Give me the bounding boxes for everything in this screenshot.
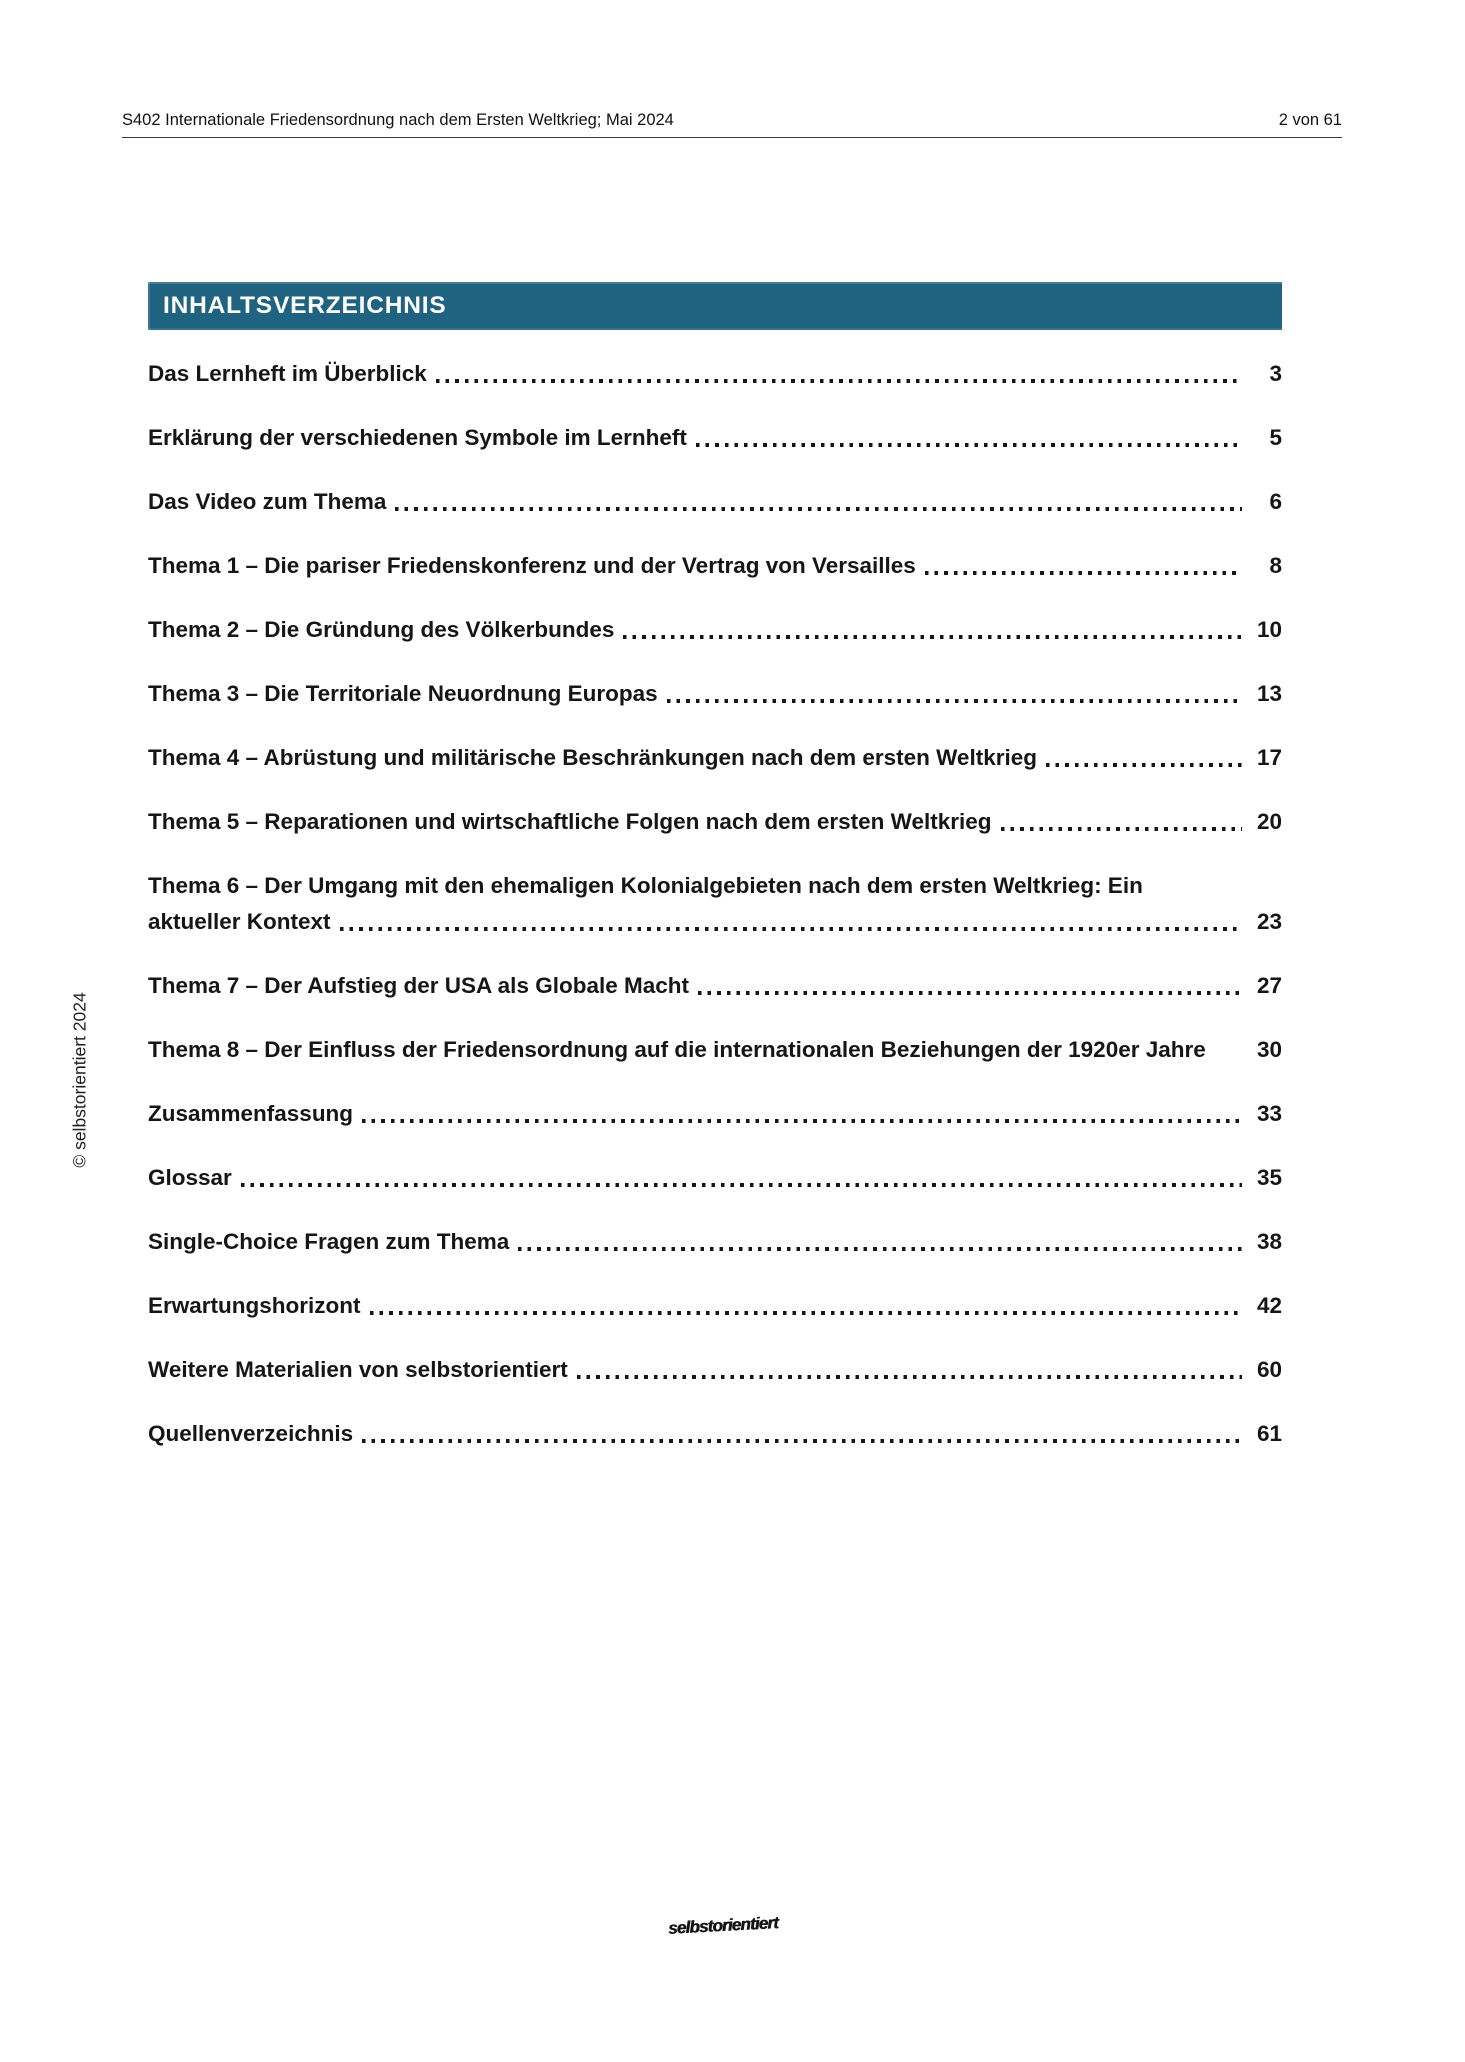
toc-entry-label: Zusammenfassung	[148, 1101, 354, 1126]
toc-entry[interactable]	[148, 680, 1282, 708]
toc-dot-leader	[362, 1119, 1242, 1123]
document-title: S402 Internationale Friedensordnung nach dem Ersten Weltkrieg; Mai 2024	[122, 111, 674, 129]
toc-entry-label: Thema 4 – Abrüstung und militärische Beschränkungen nach dem ersten Weltkrieg	[148, 745, 1037, 770]
toc-entry[interactable]	[148, 744, 1282, 772]
toc-dot-leader	[362, 1439, 1242, 1443]
toc-entry[interactable]	[148, 1164, 1282, 1192]
toc-entry[interactable]	[148, 424, 1282, 452]
toc-dot-leader	[241, 1183, 1242, 1187]
toc-entry-page: 5	[1269, 425, 1282, 450]
toc-title: INHALTSVERZEICHNIS	[163, 292, 447, 319]
toc-list	[148, 360, 1282, 1484]
toc-dot-leader	[370, 1311, 1243, 1315]
toc-dot-leader	[623, 635, 1242, 639]
toc-entry[interactable]	[148, 552, 1282, 580]
toc-entry-label: Das Video zum Thema	[148, 489, 387, 514]
toc-entry-page: 20	[1256, 809, 1282, 834]
toc-entry-page: 35	[1256, 1165, 1282, 1190]
toc-entry[interactable]	[148, 1100, 1282, 1128]
toc-entry-page: 13	[1256, 681, 1282, 706]
toc-dot-leader	[1001, 827, 1242, 831]
toc-entry-page: 61	[1256, 1421, 1282, 1446]
toc-dot-leader	[925, 571, 1242, 575]
toc-entry-page: 33	[1256, 1101, 1282, 1126]
toc-entry[interactable]	[148, 1036, 1282, 1064]
brand-logo: selbstorientiert	[667, 1913, 779, 1938]
copyright-notice: © selbstorientiert 2024	[69, 992, 90, 1168]
toc-entry-label: Single-Choice Fragen zum Thema	[148, 1229, 510, 1254]
toc-entry-page: 10	[1256, 617, 1282, 642]
toc-dot-leader	[1152, 891, 1276, 895]
toc-dot-leader	[667, 699, 1242, 703]
toc-entry-page: 38	[1256, 1229, 1282, 1254]
toc-dot-leader	[1215, 1055, 1242, 1059]
toc-entry-page: 27	[1256, 973, 1282, 998]
toc-entry-label: Das Lernheft im Überblick	[148, 361, 427, 386]
toc-entry-label: aktueller Kontext	[148, 909, 331, 934]
toc-entry[interactable]	[148, 1420, 1282, 1448]
toc-entry-page: 23	[1256, 909, 1282, 934]
toc-entry[interactable]	[148, 1356, 1282, 1384]
toc-entry-label: Thema 2 – Die Gründung des Völkerbundes	[148, 617, 615, 642]
toc-dot-leader	[340, 927, 1242, 931]
toc-entry-label: Thema 3 – Die Territoriale Neuordnung Europas	[148, 681, 658, 706]
toc-entry[interactable]	[148, 908, 1282, 936]
toc-entry-page: 3	[1269, 361, 1282, 386]
toc-dot-leader	[577, 1375, 1242, 1379]
toc-dot-leader	[518, 1247, 1242, 1251]
toc-entry-page: 30	[1256, 1037, 1282, 1062]
toc-title-bar	[148, 282, 1282, 330]
toc-entry-page: 8	[1269, 553, 1282, 578]
toc-entry-label: Thema 6 – Der Umgang mit den ehemaligen Kolonialgebieten nach dem ersten Weltkrieg: Ein	[148, 873, 1143, 898]
page-header	[122, 110, 1342, 138]
toc-entry[interactable]	[148, 616, 1282, 644]
toc-dot-leader	[696, 443, 1242, 447]
toc-dot-leader	[436, 379, 1242, 383]
toc-entry-page: 42	[1256, 1293, 1282, 1318]
toc-entry-label: Thema 1 – Die pariser Friedenskonferenz und der Vertrag von Versailles	[148, 553, 916, 578]
toc-entry[interactable]	[148, 808, 1282, 836]
toc-entry-label: Thema 5 – Reparationen und wirtschaftliche Folgen nach dem ersten Weltkrieg	[148, 809, 992, 834]
toc-dot-leader	[698, 991, 1242, 995]
toc-entry[interactable]	[148, 488, 1282, 516]
toc-entry-label: Erwartungshorizont	[148, 1293, 361, 1318]
toc-entry-page: 6	[1269, 489, 1282, 514]
toc-entry[interactable]	[148, 972, 1282, 1000]
toc-entry	[148, 872, 1282, 900]
toc-dot-leader	[1046, 763, 1242, 767]
page-number-indicator: 2 von 61	[1278, 111, 1342, 129]
toc-entry-label: Weitere Materialien von selbstorientiert	[148, 1357, 568, 1382]
toc-entry[interactable]	[148, 1292, 1282, 1320]
toc-entry[interactable]	[148, 1228, 1282, 1256]
toc-entry-label: Thema 8 – Der Einfluss der Friedensordnung auf die internationalen Beziehungen der 1920er Jahre	[148, 1037, 1206, 1062]
toc-entry-page: 17	[1256, 745, 1282, 770]
toc-entry[interactable]	[148, 360, 1282, 388]
toc-dot-leader	[395, 507, 1242, 511]
toc-entry-label: Thema 7 – Der Aufstieg der USA als Globale Macht	[148, 973, 689, 998]
toc-entry-label: Quellenverzeichnis	[148, 1421, 354, 1446]
toc-entry-page: 60	[1256, 1357, 1282, 1382]
toc-entry-label: Glossar	[148, 1165, 232, 1190]
toc-entry-label: Erklärung der verschiedenen Symbole im Lernheft	[148, 425, 687, 450]
